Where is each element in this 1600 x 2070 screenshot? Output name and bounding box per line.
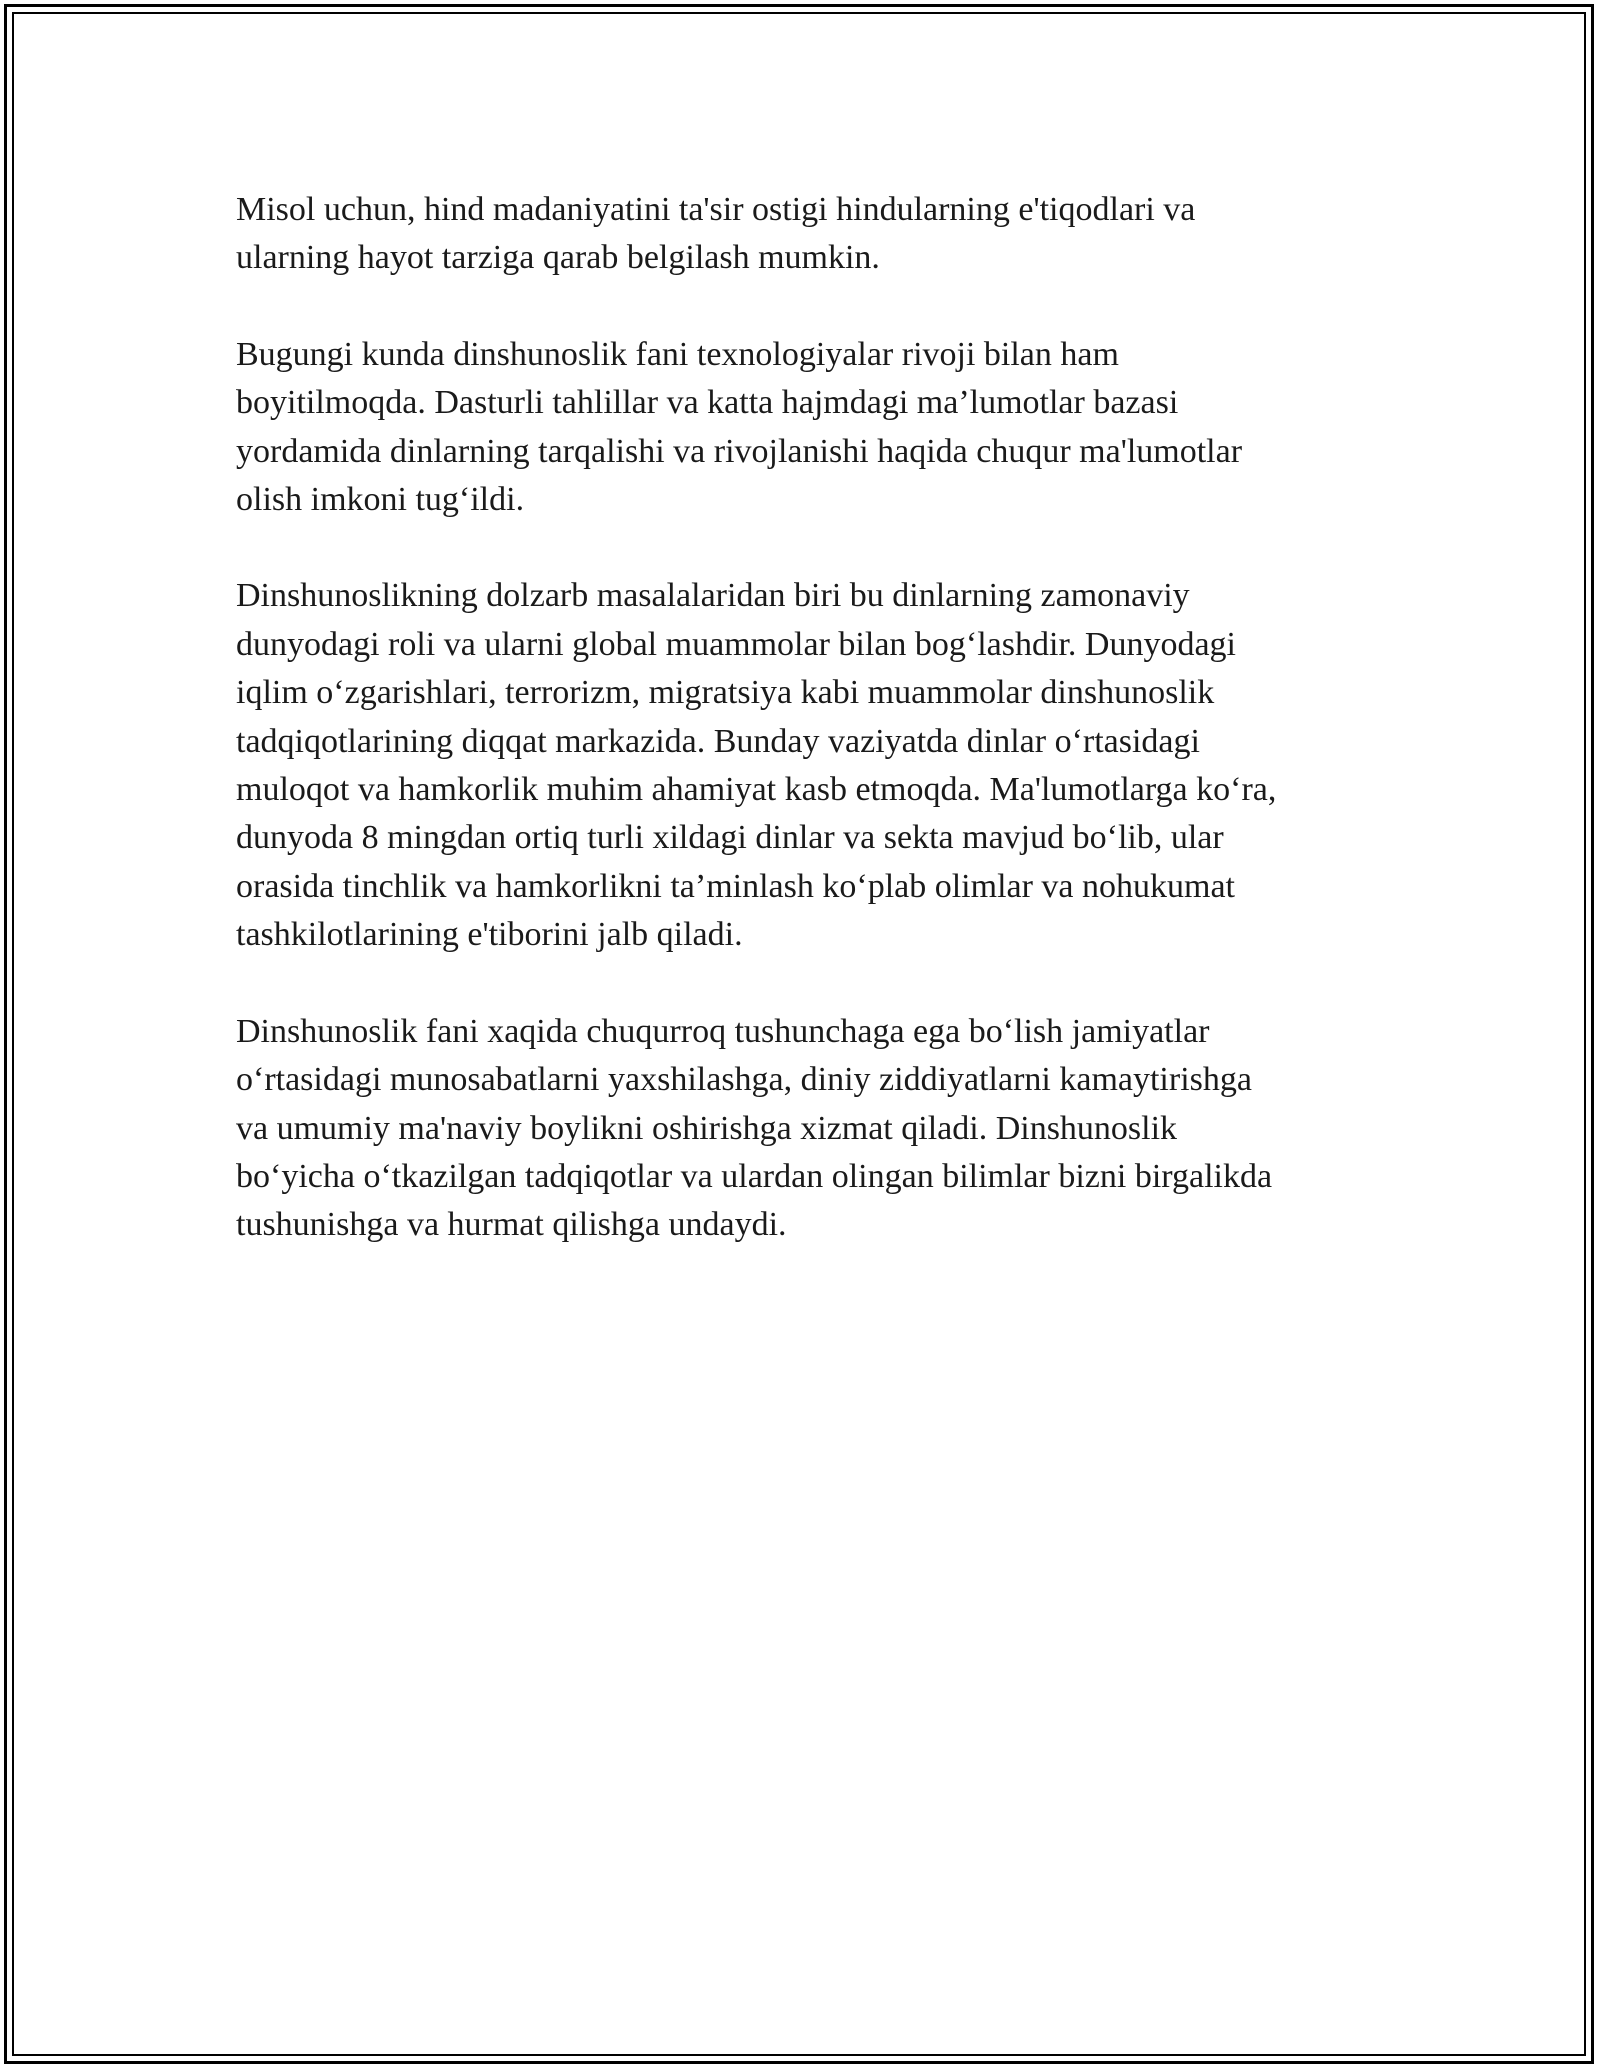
paragraph-line: tushunishga va hurmat qilishga undaydi. (236, 1206, 787, 1244)
paragraph-line: Bugungi kunda dinshunoslik fani texnologiyalar rivoji bilan ham (236, 335, 1119, 373)
paragraph-line: Dinshunoslikning dolzarb masalalaridan biri bu dinlarning zamonaviy (236, 577, 1190, 615)
paragraph-line: yordamida dinlarning tarqalishi va rivojlanishi haqida chuqur ma'lumotlar (236, 432, 1243, 470)
paragraph-line: olish imkoni tug‘ildi. (236, 481, 525, 519)
paragraph-3 (236, 572, 1366, 959)
paragraph-line: tadqiqotlarining diqqat markazida. Bunday vaziyatda dinlar o‘rtasidagi (236, 722, 1200, 760)
paragraph-line: Dinshunoslik fani xaqida chuqurroq tushunchaga ega bo‘lish jamiyatlar (236, 1012, 1210, 1050)
paragraph-line: bo‘yicha o‘tkazilgan tadqiqotlar va ulardan olingan bilimlar bizni birgalikda (236, 1157, 1273, 1195)
paragraph-line: muloqot va hamkorlik muhim ahamiyat kasb etmoqda. Ma'lumotlarga ko‘ra, (236, 771, 1277, 809)
paragraph-line: ularning hayot tarziga qarab belgilash mumkin. (236, 239, 880, 277)
paragraph-1 (236, 186, 1366, 283)
paragraph-line: tashkilotlarining e'tiborini jalb qiladi. (236, 916, 743, 954)
paragraph-4 (236, 1008, 1366, 1250)
paragraph-2 (236, 331, 1366, 525)
paragraph-line: dunyodagi roli va ularni global muammolar bilan bog‘lashdir. Dunyodagi (236, 625, 1236, 663)
paragraph-line: va umumiy ma'naviy boylikni oshirishga xizmat qiladi. Dinshunoslik (236, 1109, 1178, 1147)
paragraph-line: dunyoda 8 mingdan ortiq turli xildagi dinlar va sekta mavjud bo‘lib, ular (236, 819, 1224, 857)
paragraph-line: iqlim o‘zgarishlari, terrorizm, migratsiya kabi muammolar dinshunoslik (236, 674, 1215, 712)
document-body (236, 186, 1366, 1298)
paragraph-line: o‘rtasidagi munosabatlarni yaxshilashga, diniy ziddiyatlarni kamaytirishga (236, 1061, 1252, 1099)
paragraph-line: boyitilmoqda. Dasturli tahlillar va katta hajmdagi ma’lumotlar bazasi (236, 384, 1179, 422)
paragraph-line: Misol uchun, hind madaniyatini ta'sir ostigi hindularning e'tiqodlari va (236, 191, 1196, 228)
paragraph-line: orasida tinchlik va hamkorlikni ta’minlash ko‘plab olimlar va nohukumat (236, 867, 1235, 905)
